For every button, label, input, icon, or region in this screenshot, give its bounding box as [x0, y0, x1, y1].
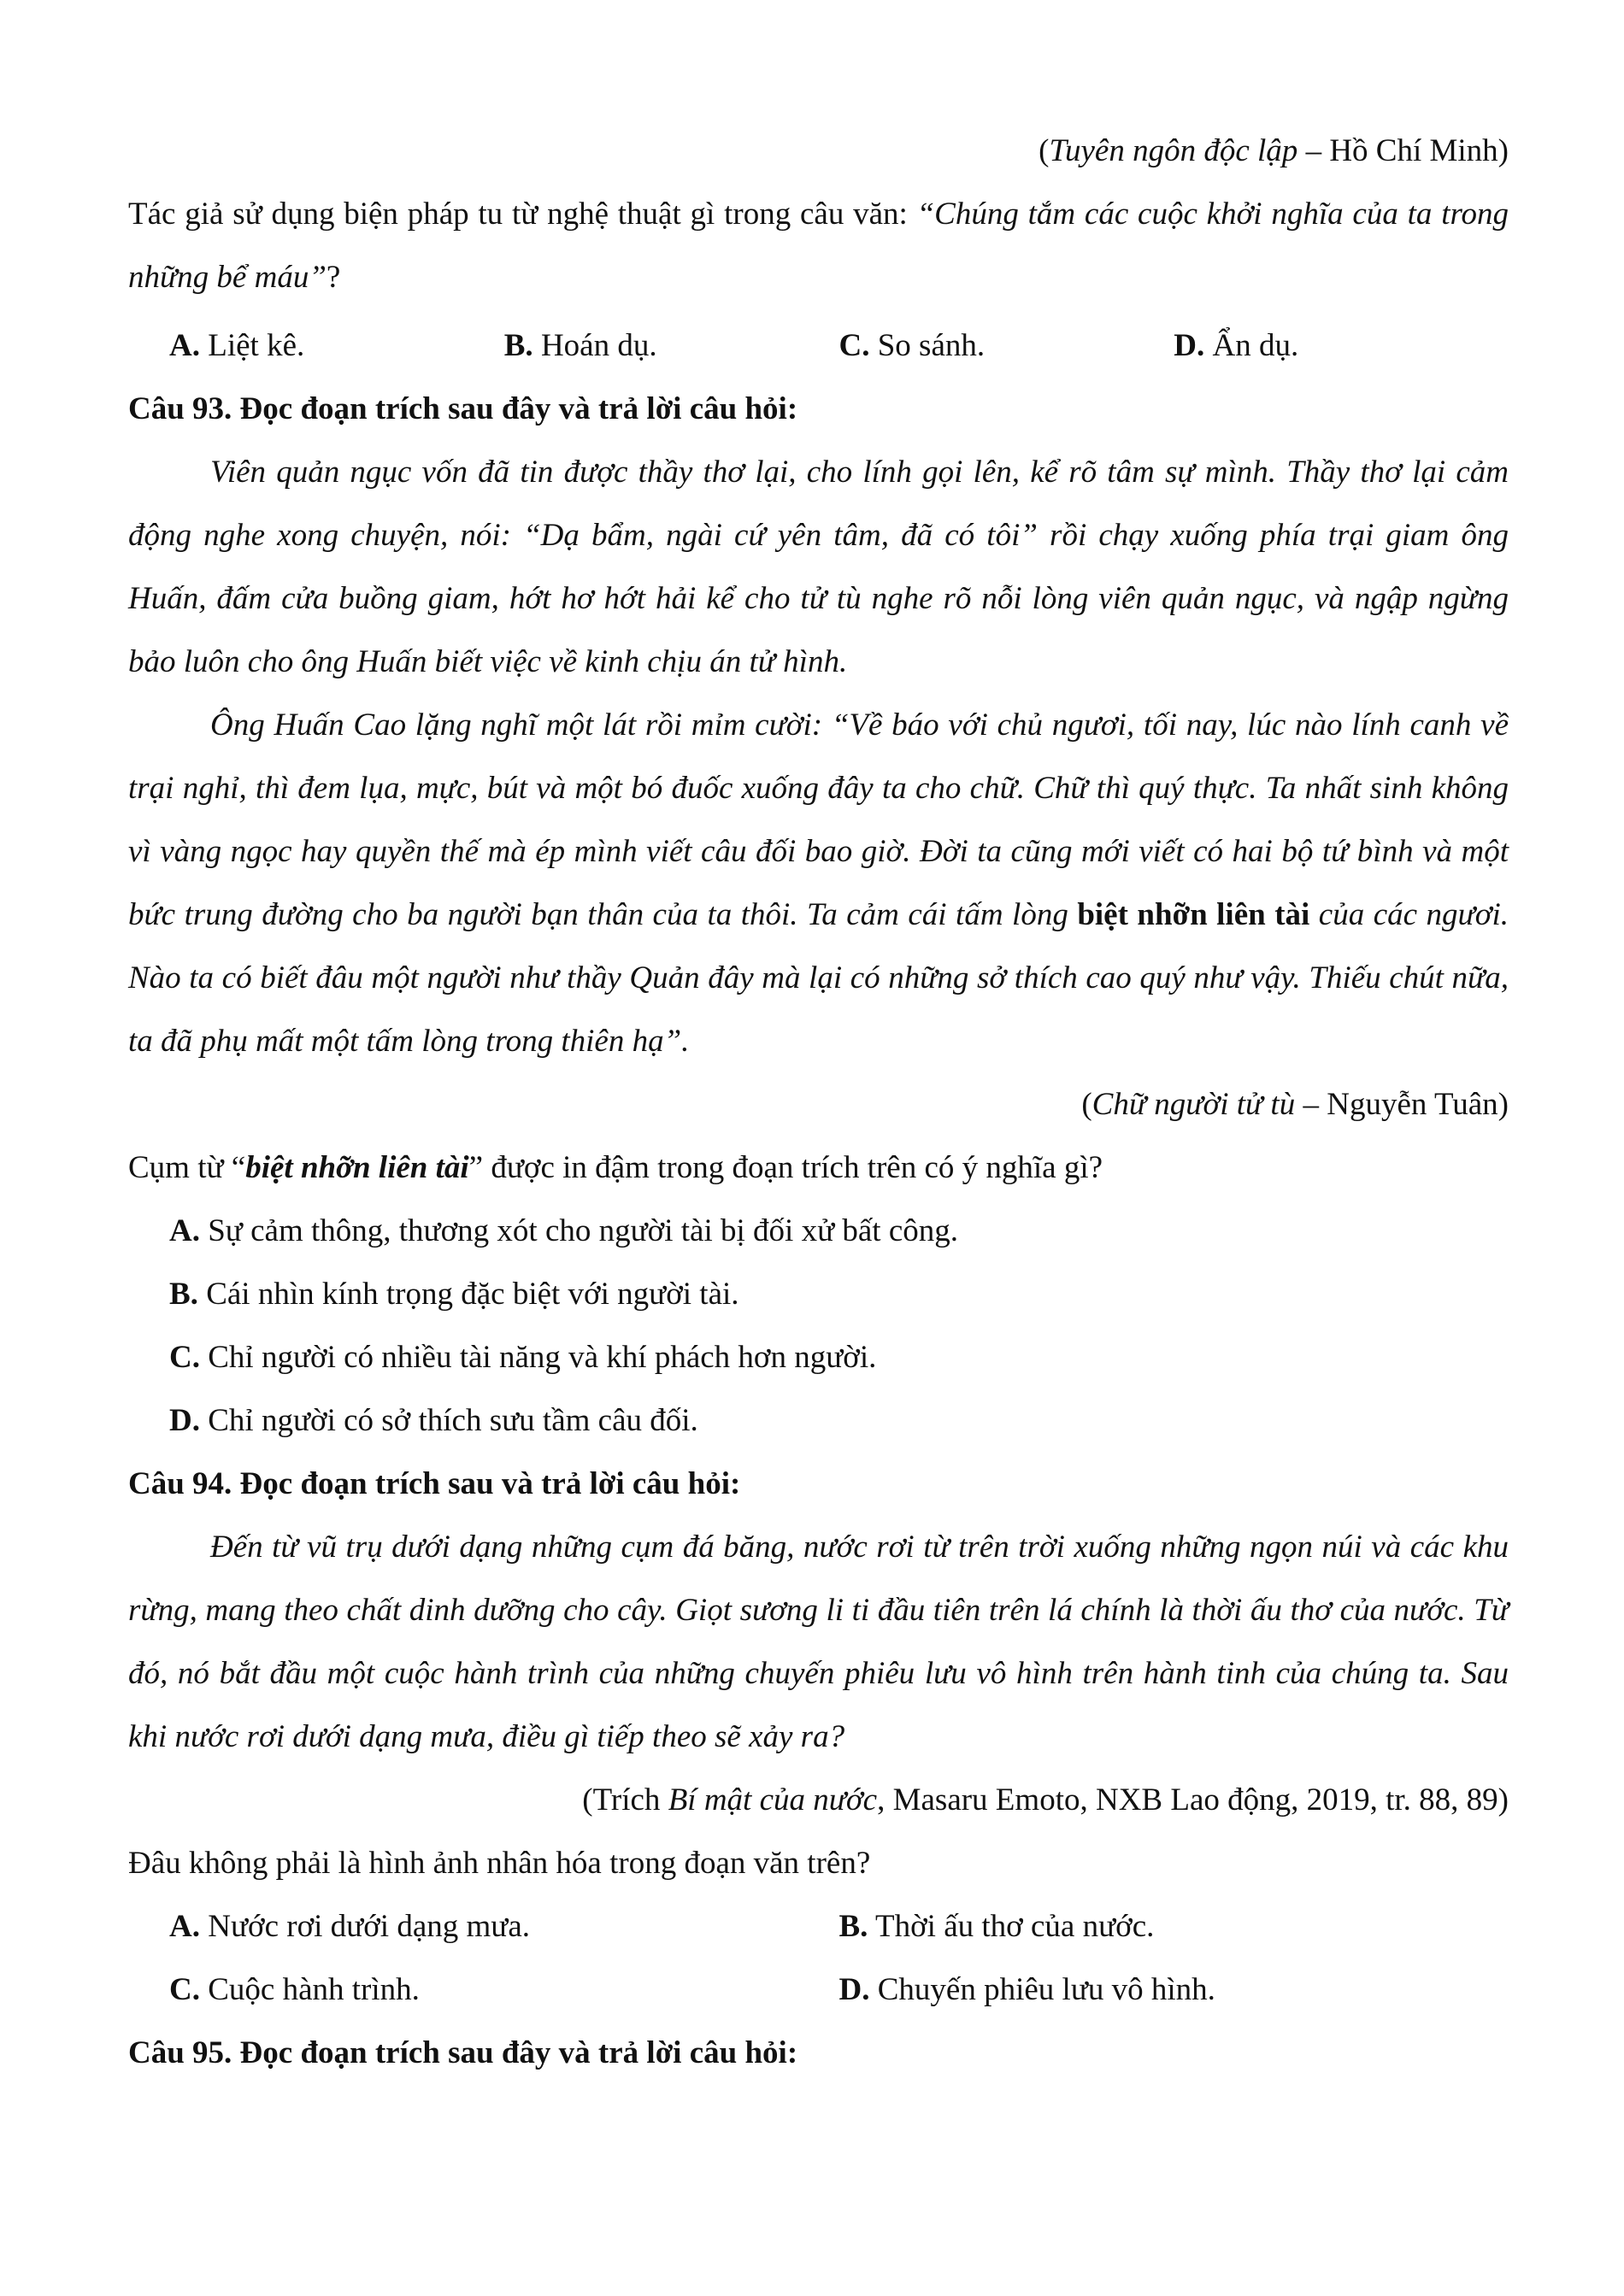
question-94-passage: Đến từ vũ trụ dưới dạng những cụm đá băng, nước rơi từ trên trời xuống những ngọn núi và các khu rừng, mang theo chất dinh dưỡng cho cây. Giọt sương li ti đầu tiên trên lá chính là thời ấu thơ của nước. Từ đó, nó bắt đầu một cuộc hành trình của những chuyến phiêu lưu vô hình trên hành tinh của chúng ta. Sau khi nước rơi dưới dạng mưa, điều gì tiếp theo sẽ xảy ra? [128, 1530, 1509, 1754]
question-94-stem: Đâu không phải là hình ảnh nhân hóa trong đoạn văn trên? [128, 1846, 871, 1881]
option-label: B. [838, 1909, 868, 1944]
passage-text: của các ngươi. Nào ta có biết đâu một người như thầy Quản đây mà lại có những sở thích cao quý như vậy. Thiếu chút nữa, ta đã phụ mất một tấm lòng trong thiên hạ”. [128, 897, 1509, 1059]
option-d[interactable] [839, 1958, 1509, 2022]
citation-work-title: Chữ người tử tù [1091, 1087, 1296, 1122]
citation-author: – Hồ Chí Minh) [1297, 133, 1509, 168]
question-93-heading: Câu 93. Đọc đoạn trích sau đây và trả lời câu hỏi: [128, 391, 798, 426]
exam-page [128, 120, 1509, 2085]
question-94-heading: Câu 94. Đọc đoạn trích sau và trả lời câu hỏi: [128, 1466, 741, 1501]
option-label: A. [169, 1213, 200, 1248]
citation-work-title: Tuyên ngôn độc lập [1049, 133, 1298, 168]
option-c[interactable] [839, 314, 1174, 378]
bold-term: biệt nhỡn liên tài [1077, 897, 1310, 932]
source-citation-q93 [128, 1073, 1509, 1136]
option-b[interactable] [504, 314, 839, 378]
option-b[interactable] [128, 1263, 1509, 1326]
option-label: C. [169, 1340, 200, 1375]
question-93-passage-paragraph-1: Viên quản ngục vốn đã tin được thầy thơ lại, cho lính gọi lên, kể rõ tâm sự mình. Thầy thơ lại cảm động nghe xong chuyện, nói: “Dạ bẩm, ngài cứ yên tâm, đã có tôi” rồi chạy xuống phía trại giam ông Huấn, đấm cửa buồng giam, hớt hơ hớt hải kể cho tử tù nghe rõ nỗi lòng viên quản ngục, và ngập ngừng bảo luôn cho ông Huấn biết việc về kinh chịu án tử hình. [128, 455, 1509, 679]
option-text: Nước rơi dưới dạng mưa. [199, 1909, 530, 1944]
source-citation-q94 [128, 1769, 1509, 1832]
option-text: So sánh. [869, 328, 986, 363]
option-text: Thời ấu thơ của nước. [868, 1909, 1155, 1944]
question-94-options-row-2 [128, 1958, 1509, 2022]
question-93-passage-paragraph-2 [128, 694, 1509, 1073]
option-c[interactable] [169, 1958, 839, 2022]
option-label: A. [169, 1909, 200, 1944]
stem-text: Cụm từ “ [128, 1150, 246, 1185]
question-94-options-row-1 [128, 1895, 1509, 1958]
option-a[interactable] [128, 1200, 1509, 1263]
question-92-options [128, 314, 1509, 378]
option-label: C. [169, 1972, 200, 2007]
option-text: Cái nhìn kính trọng đặc biệt với người tài. [197, 1277, 739, 1312]
option-text: Sự cảm thông, thương xót cho người tài bị đối xử bất công. [199, 1213, 958, 1248]
option-label: D. [838, 1972, 870, 2007]
citation-paren: ( [1081, 1087, 1092, 1122]
citation-paren: ( [1039, 133, 1050, 168]
option-c[interactable] [128, 1326, 1509, 1389]
option-a[interactable] [169, 1895, 839, 1958]
citation-author: – Nguyễn Tuân) [1295, 1087, 1509, 1122]
option-a[interactable] [169, 314, 504, 378]
question-92-stem-end: ? [326, 260, 341, 295]
citation-text: (Trích [582, 1782, 668, 1817]
option-label: A. [169, 328, 200, 363]
option-label: C. [838, 328, 870, 363]
option-label: B. [169, 1277, 198, 1312]
stem-text: ” được in đậm trong đoạn trích trên có ý nghĩa gì? [468, 1150, 1103, 1185]
option-b[interactable] [839, 1895, 1509, 1958]
option-text: Chỉ người có nhiều tài năng và khí phách hơn người. [199, 1340, 877, 1375]
option-d[interactable] [128, 1389, 1509, 1453]
source-citation-q92 [128, 120, 1509, 183]
option-text: Ẩn dụ. [1204, 328, 1299, 363]
question-92-stem-text: Tác giả sử dụng biện pháp tu từ nghệ thuật gì trong câu văn: [128, 197, 917, 232]
stem-term: biệt nhỡn liên tài [245, 1150, 469, 1185]
option-text: Chỉ người có sở thích sưu tầm câu đối. [199, 1403, 698, 1438]
citation-text: , Masaru Emoto, NXB Lao động, 2019, tr. 88, 89) [877, 1782, 1509, 1817]
question-92-quote: “Chúng tắm các cuộc khởi nghĩa của ta trong những bể máu” [128, 197, 1509, 295]
option-text: Liệt kê. [199, 328, 305, 363]
question-95-heading: Câu 95. Đọc đoạn trích sau đây và trả lời câu hỏi: [128, 2035, 798, 2070]
question-93-stem [128, 1136, 1509, 1200]
option-label: D. [1174, 328, 1205, 363]
option-d[interactable] [1174, 314, 1509, 378]
passage-text: Ông Huấn Cao lặng nghĩ một lát rồi mỉm cười: “Về báo với chủ ngươi, tối nay, lúc nào lính canh về trại nghỉ, thì đem lụa, mực, bút và một bó đuốc xuống đây ta cho chữ. Chữ thì quý thực. Ta nhất sinh không vì vàng ngọc hay quyền thế mà ép mình viết câu đối bao giờ. Đời ta cũng mới viết có hai bộ tứ bình và một bức trung đường cho ba người bạn thân của ta thôi. Ta cảm cái tấm lòng [128, 708, 1509, 932]
option-text: Chuyến phiêu lưu vô hình. [869, 1972, 1215, 2007]
option-label: B. [503, 328, 533, 363]
question-92-stem [128, 183, 1509, 309]
option-label: D. [169, 1403, 200, 1438]
citation-work-title: Bí mật của nước [668, 1782, 878, 1817]
option-text: Hoán dụ. [533, 328, 657, 363]
option-text: Cuộc hành trình. [199, 1972, 420, 2007]
